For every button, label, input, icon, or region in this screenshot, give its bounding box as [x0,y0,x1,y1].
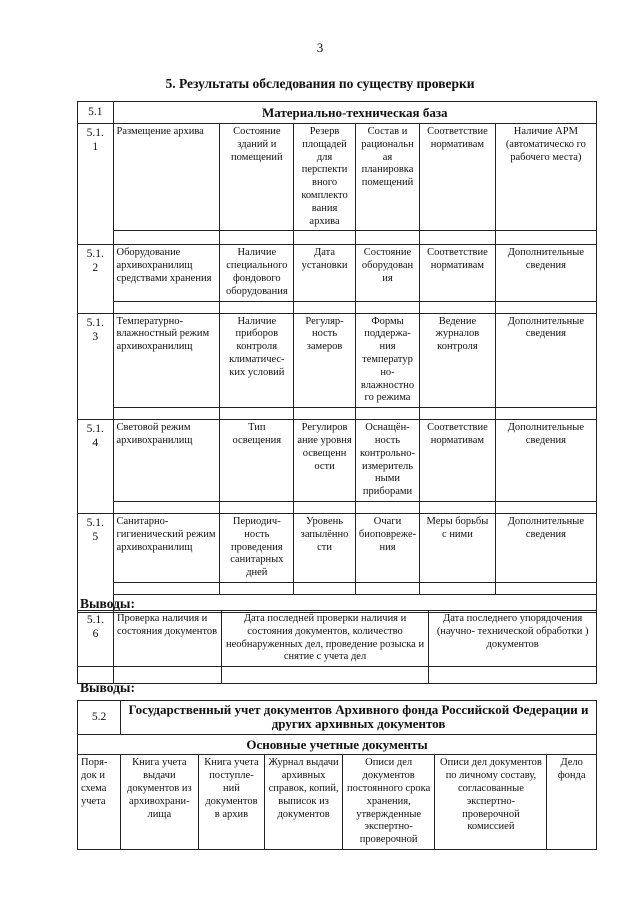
empty-cell [495,231,596,245]
empty-cell [294,501,356,513]
empty-cell [113,408,220,420]
row-number: 5.1. 5 [78,513,114,612]
column-header-cell: Наличие приборов контроля климатичес-ких условий [220,313,294,408]
accounting-column-header: Описи дел документов постоянного срока хранения, утвержденные экспертно-проверочной [342,755,435,850]
empty-cell [355,231,419,245]
column-header-cell: Состояние оборудован ия [355,245,419,301]
row-number: 5.1. 4 [78,420,114,514]
empty-cell [220,231,294,245]
section-title: 5. Результаты обследования по существу проверки [165,76,475,91]
state-accounting-table [77,700,597,850]
column-header-cell: Соответствие нормативам [420,124,496,231]
row-label: Оборудование архивохранилищ средствами хранения [113,245,220,301]
conclusions-label-1: Выводы: [80,596,135,611]
accounting-column-header: Описи дел документов по личному составу, согласованные экспертно-проверочной комиссией [435,755,547,850]
material-base-table [77,101,597,613]
row-number: 5.1. 6 [78,611,114,667]
column-header-cell: Регуляр-ность замеров [294,313,356,408]
conclusions-label-2: Выводы: [80,680,135,695]
column-header-cell: Регулиров ание уровня освещенн ости [294,420,356,502]
empty-cell [420,501,496,513]
empty-cell [113,582,220,594]
column-header-cell: Соответствие нормативам [420,420,496,502]
subheading: Основные учетные документы [78,734,597,755]
column-header-cell: Наличие специального фондового оборудования [220,245,294,301]
empty-cell [495,301,596,313]
empty-cell [420,231,496,245]
row-label: Температурно-влажностный режим архивохранилищ [113,313,220,408]
row-label: Световой режим архивохранилищ [113,420,220,502]
column-header-cell: Дата установки [294,245,356,301]
empty-cell [294,231,356,245]
column-header-cell: Состав и рациональн ая планировка помещений [355,124,419,231]
empty-cell [113,501,220,513]
column-header-cell: Резерв площадей для перспекти вного комплекто вания архива [294,124,356,231]
column-header-cell: Тип освещения [220,420,294,502]
column-header-cell: Наличие АРМ (автоматическо го рабочего места) [495,124,596,231]
empty-cell [355,582,419,594]
page-number: 3 [316,40,324,55]
empty-cell [220,301,294,313]
row-number: 5.1. 1 [78,124,114,245]
empty-cell [220,501,294,513]
check-date-cell: Дата последней проверки наличия и состояния документов, количество необнаруженных дел, проведение розыска и снятие с учета дел [221,611,429,667]
column-header-cell: Оснащён-ность контрольно-измеритель ными приборами [355,420,419,502]
empty-cell [294,301,356,313]
row-number: 5.1. 3 [78,313,114,420]
column-header-cell: Состояние зданий и помещений [220,124,294,231]
empty-cell [420,408,496,420]
row-label: Санитарно-гигиенический режим архивохранилищ [113,513,220,582]
section-number: 5.2 [78,701,121,735]
column-header-cell: Уровень запылённо сти [294,513,356,582]
column-header-cell: Очаги биоповреже-ния [355,513,419,582]
row-label: Проверка наличия и состояния документов [113,611,221,667]
column-header-cell: Дополнительные сведения [495,420,596,502]
empty-cell [355,408,419,420]
column-header-cell: Периодич-ность проведения санитарных дней [220,513,294,582]
column-header-cell: Формы поддержа-ния температур но-влажностно го режима [355,313,419,408]
section-heading: Государственный учет документов Архивного фонда Российской Федерации и других архивных документов [121,701,597,735]
column-header-cell: Дополнительные сведения [495,313,596,408]
column-header-cell: Дополнительные сведения [495,513,596,582]
empty-cell [495,582,596,594]
accounting-column-header: Дело фонда [547,755,597,850]
accounting-column-header: Книга учета поступле-ний документов в архив [198,755,265,850]
empty-cell [355,301,419,313]
section-number: 5.1 [78,102,114,124]
column-header-cell: Дополнительные сведения [495,245,596,301]
empty-cell [220,408,294,420]
accounting-column-header: Книга учета выдачи документов из архивохрани-лища [121,755,199,850]
ordering-date-cell: Дата последнего упорядочения (научно- технической обработки ) документов [429,611,597,667]
empty-cell [294,582,356,594]
empty-cell [495,408,596,420]
column-header-cell: Ведение журналов контроля [420,313,496,408]
empty-cell [113,231,220,245]
column-header-cell: Меры борьбы с ними [420,513,496,582]
empty-cell [420,301,496,313]
documents-check-table [77,610,597,684]
empty-cell [220,582,294,594]
column-header-cell: Соответствие нормативам [420,245,496,301]
accounting-column-header: Журнал выдачи архивных справок, копий, выписок из документов [265,755,343,850]
empty-cell [113,301,220,313]
empty-cell [495,501,596,513]
empty-cell [355,501,419,513]
empty-cell [420,582,496,594]
row-number: 5.1. 2 [78,245,114,313]
accounting-column-header: Поря-док и схема учета [78,755,121,850]
row-label: Размещение архива [113,124,220,231]
empty-cell [294,408,356,420]
section-heading: Материально-техническая база [113,102,597,124]
